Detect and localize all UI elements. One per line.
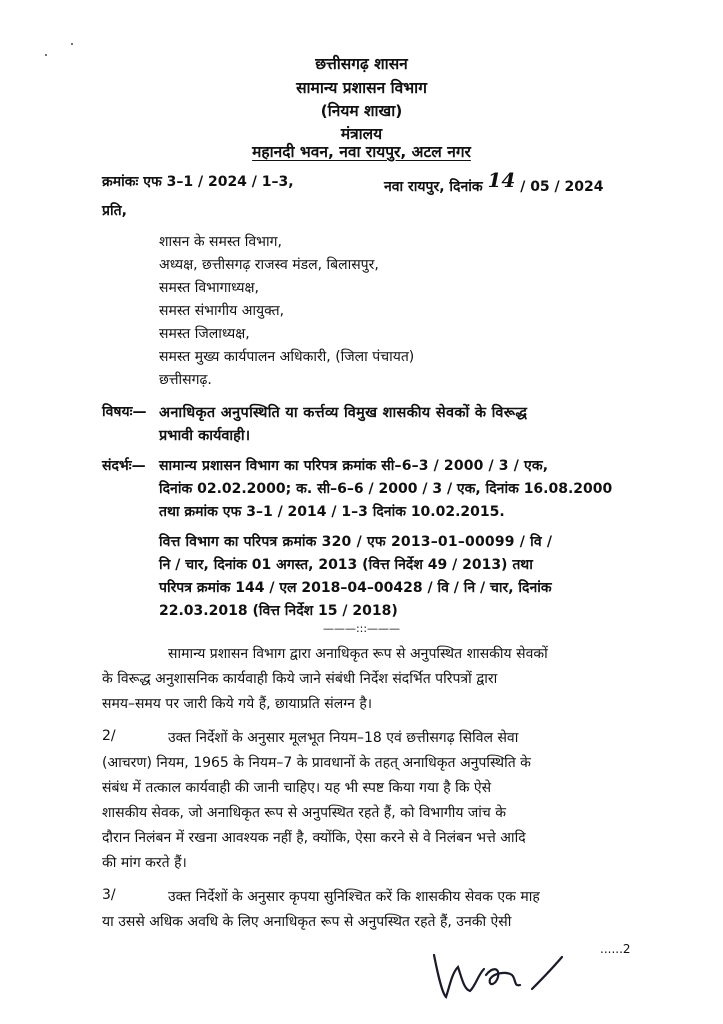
para2-line: शासकीय सेवक, जो अनाधिकृत रूप से अनुपस्थित रहते हैं, को विभागीय जांच के (102, 805, 507, 821)
recipient-item: समस्त संभागीय आयुक्त, (159, 303, 285, 319)
para1-line: समय–समय पर जारी किये गये हैं, छायाप्रति संलग्न है। (102, 696, 373, 712)
para1-line: सामान्य प्रशासन विभाग द्वारा अनाधिकृत रूप से अनुपस्थित शासकीय सेवकों (168, 646, 548, 662)
recipient-item: समस्त जिलाध्यक्ष, (159, 326, 250, 342)
recipient-item: समस्त विभागाध्यक्ष, (159, 280, 259, 296)
reference-label: संदर्भः— (102, 458, 146, 474)
header-address-wrap (0, 140, 723, 162)
recipient-item: छत्तीसगढ़. (159, 372, 212, 388)
para1-line: के विरूद्ध अनुशासनिक कार्यवाही किये जाने संबंधी निर्देश संदर्भित परिपत्रों द्वारा (102, 671, 498, 687)
separator: ———:::——— (322, 622, 401, 635)
para2-line: की मांग करते हैं। (102, 855, 187, 871)
header-address: महानदी भवन, नवा रायपुर, अटल नगर (252, 143, 471, 161)
para2-line: उक्त निर्देशों के अनुसार मूलभूत नियम–18 एवं छत्तीसगढ़ सिविल सेवा (168, 730, 519, 746)
reference-line: वित्त विभाग का परिपत्र क्रमांक 320 / एफ 2013–01–00099 / वि / (159, 534, 553, 550)
signature (428, 945, 578, 1005)
reference-line: नि / चार, दिनांक 01 अगस्त, 2013 (वित्त निर्देश 49 / 2013) तथा (159, 557, 533, 573)
continuation-marker: ......2 (600, 942, 631, 956)
ref-date-prefix: नवा रायपुर, दिनांक (384, 179, 483, 195)
reference-line: तथा क्रमांक एफ 3–1 / 2014 / 1–3 दिनांक 10.02.2015. (159, 504, 505, 520)
reference-line: सामान्य प्रशासन विभाग का परिपत्र क्रमांक सी–6–3 / 2000 / 3 / एक, (159, 458, 549, 474)
para2-line: (आचरण) नियम, 1965 के नियम–7 के प्रावधानों के तहत् अनाधिकृत अनुपस्थिति के (102, 755, 531, 771)
para3-line: उक्त निर्देशों के अनुसार कृपया सुनिश्चित करें कि शासकीय सेवक एक माह (168, 889, 540, 905)
recipient-item: समस्त मुख्य कार्यपालन अधिकारी, (जिला पंचायत) (159, 349, 415, 365)
scan-specks (38, 40, 78, 60)
subject-label: विषयः— (102, 404, 147, 420)
recipient-item: अध्यक्ष, छत्तीसगढ़ राजस्व मंडल, बिलासपुर, (159, 257, 379, 273)
para2-line: दौरान निलंबन में रखना आवश्यक नहीं है, क्योंकि, ऐसा करने से वे निलंबन भत्ते आदि (102, 830, 526, 846)
reference-line: 22.03.2018 (वित्त निर्देश 15 / 2018) (159, 603, 398, 619)
reference-line: दिनांक 02.02.2000; क. सी–6–6 / 2000 / 3 / एक, दिनांक 16.08.2000 (159, 481, 613, 497)
to-label: प्रति, (102, 203, 127, 219)
para3-line: या उससे अधिक अवधि के लिए अनाधिकृत रूप से अनुपस्थित रहते हैं, उनकी ऐसी (102, 914, 512, 930)
header-ministry: मंत्रालय (340, 125, 383, 143)
subject-line: प्रभावी कार्यवाही। (159, 428, 251, 444)
ref-date-day: 14 (487, 168, 516, 192)
ref-number: क्रमांकः एफ 3–1 / 2024 / 1–3, (102, 174, 294, 190)
ref-date (384, 168, 604, 196)
para3-number: 3/ (102, 887, 116, 903)
recipient-item: शासन के समस्त विभाग, (159, 234, 282, 250)
subject-line: अनाधिकृत अनुपस्थिति या कर्त्तव्य विमुख शासकीय सेवकों के विरूद्ध (159, 405, 528, 421)
reference-line: परिपत्र क्रमांक 144 / एल 2018–04–00428 / वि / नि / चार, दिनांक (159, 580, 552, 596)
header-branch: (नियम शाखा) (320, 102, 403, 120)
header-govt: छत्तीसगढ़ शासन (315, 55, 408, 73)
para2-number: 2/ (102, 728, 116, 744)
para2-line: संबंध में तत्काल कार्यवाही की जानी चाहिए। यह भी स्पष्ट किया गया है कि ऐसे (102, 780, 492, 796)
ref-date-suffix: / 05 / 2024 (520, 179, 604, 195)
header-department: सामान्य प्रशासन विभाग (296, 79, 427, 97)
